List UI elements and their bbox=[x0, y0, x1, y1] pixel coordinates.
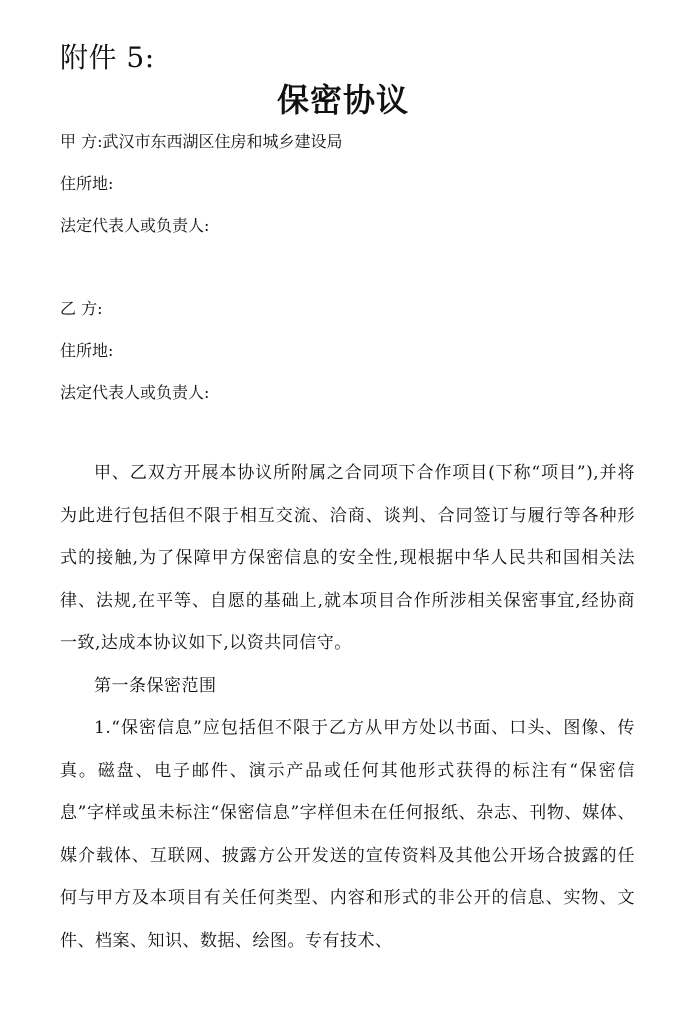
party-b-name: 乙 方: bbox=[60, 299, 103, 318]
article-1-heading: 第一条保密范围 bbox=[94, 675, 217, 696]
annex-label: 附件 5: bbox=[60, 41, 155, 74]
party-a-representative: 法定代表人或负责人: bbox=[60, 216, 210, 235]
party-b-representative: 法定代表人或负责人: bbox=[60, 383, 210, 402]
article-1-item-1: 1.“保密信息”应包括但不限于乙方从甲方处以书面、口头、图像、传真。磁盘、电子邮件、演示产品或任何其他形式获得的标注有“保密信息”字样或虽未标注“保密信息”字样但未在任何报纸、杂志、刊物、媒体、媒介载体、互联网、披露方公开发送的宣传资料及其他公开场合披露的任何与甲方及本项目有关任何类型、内容和形式的非公开的信息、实物、文件、档案、知识、数据、绘图。专有技术、 bbox=[60, 718, 635, 951]
party-a-name: 甲 方:武汉市东西湖区住房和城乡建设局 bbox=[60, 132, 343, 151]
preamble-paragraph: 甲、乙双方开展本协议所附属之合同项下合作项目(下称“项目”),并将为此进行包括但不限于相互交流、洽商、谈判、合同签订与履行等各种形式的接触,为了保障甲方保密信息的安全性,现根据中华人民共和国相关法律、法规,在平等、自愿的基础上,就本项目合作所涉相关保密事宜,经协商一致,达成本协议如下,以资共同信守。 bbox=[60, 463, 635, 653]
party-a-address: 住所地: bbox=[60, 174, 114, 193]
party-b-address: 住所地: bbox=[60, 341, 114, 360]
document-title: 保密协议 bbox=[276, 81, 409, 119]
agreement-body bbox=[60, 452, 635, 962]
